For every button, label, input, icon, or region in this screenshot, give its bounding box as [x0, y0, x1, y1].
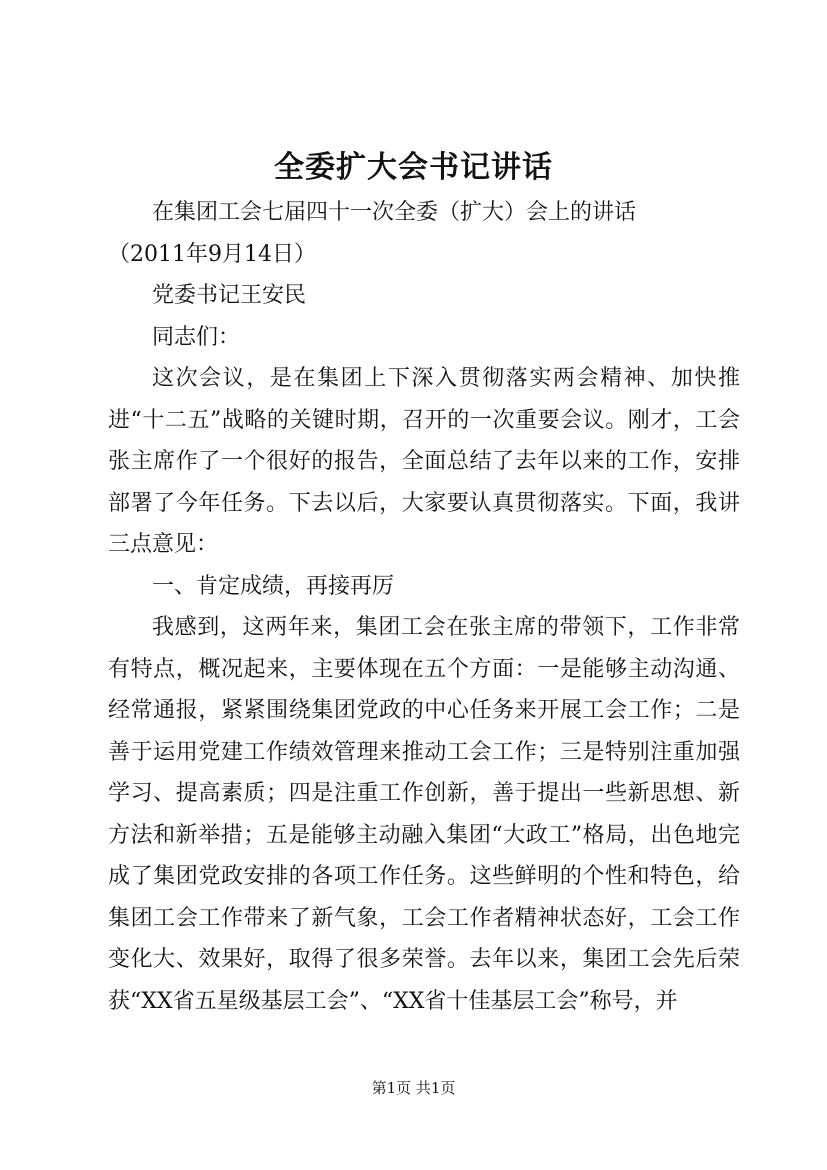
paragraph-opening: 这次会议，是在集团上下深入贯彻落实两会精神、加快推进“十二五”战略的关键时期，召开的一次重要会议。刚才，工会张主席作了一个很好的报告，全面总结了去年以来的工作，安排部署了今年任务。下去以后，大家要认真贯彻落实。下面，我讲三点意见：: [108, 366, 740, 557]
section-heading-1: 一、肯定成绩，再接再厉: [152, 573, 395, 599]
paragraph-achievements: 我感到，这两年来，集团工会在张主席的带领下，工作非常有特点，概况起来，主要体现在五个方面：一是能够主动沟通、经常通报，紧紧围绕集团党政的中心任务来开展工会工作；二是善于运用党建工作绩效管理来推动工会工作；三是特别注重加强学习、提高素质；四是注重工作创新，善于提出一些新思想、新方法和新举措；五是能够主动融入集团“大政工”格局，出色地完成了集团党政安排的各项工作任务。这些鲜明的个性和特色，给集团工会工作带来了新气象，工会工作者精神状态好，工会工作变化大、效果好，取得了很多荣誉。去年以来，集团工会先后荣获“XX省五星级基层工会”、“XX省十佳基层工会”称号，并: [108, 615, 740, 1014]
document-title: 全委扩大会书记讲话: [274, 150, 553, 185]
document-body: [108, 192, 740, 1022]
speaker-line: 党委书记王安民: [152, 283, 307, 308]
page-footer: 第1页 共1页: [371, 1079, 456, 1097]
document-date: （2011年9月14日）: [108, 241, 316, 267]
document-subtitle: 在集团工会七届四十一次全委（扩大）会上的讲话: [152, 200, 637, 225]
salutation: 同志们：: [152, 324, 241, 350]
